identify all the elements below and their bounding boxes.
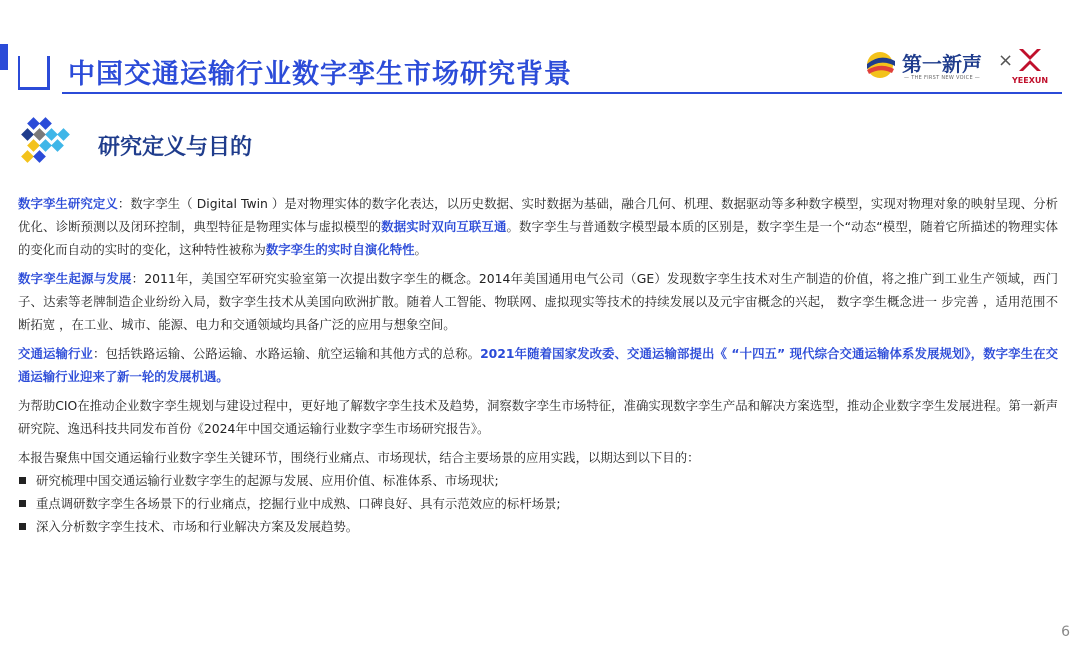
first-new-voice-logo-icon xyxy=(864,50,898,80)
title-underline xyxy=(62,92,1062,94)
transport-paragraph xyxy=(18,342,1058,388)
brand-logo xyxy=(864,46,1064,88)
page-number: 6 xyxy=(1061,624,1070,640)
corner-accent-bar xyxy=(0,44,8,70)
section-heading: 研究定义与目的 xyxy=(98,135,253,160)
definition-highlight-a: 数据实时双向互联互通 xyxy=(381,219,507,234)
origin-text: 2011年，美国空军研究实验室第一次提出数字孪生的概念。2014年美国通用电气公司（GE）发现数字孪生技术对生产制造的价值，将之推广到工业生产领域，西门子、达索等老牌制造企业纷纷入局，数字孪生技术从美国向欧洲扩散。随着人工智能、物联网、虚拟现实等技术的持续发展以及元宇宙概念的兴起， 数字孪生概念进一 步完善 ，适用范围不断拓宽 ，在工业、城市、能源、电力和交通领域均具备广泛的应用与想象空间。 xyxy=(18,271,1059,332)
goals-list xyxy=(18,469,1058,538)
definition-text-a: 数字孪生（ Digital Twin ）是对物理实体的数字化表达，以历史数据、实时数据为基础，融合几何、机理、数据驱动等多种数字模型，实现对物理对象的映射呈现、分析优化、诊断预测以及闭环控制，典型特征是物理实体与虚拟模型的 xyxy=(18,196,1059,234)
logo-english-tagline: — THE FIRST NEW VOICE — xyxy=(904,75,981,81)
label-separator: ： xyxy=(117,196,131,211)
logo-chinese-name: 第一新声 xyxy=(902,52,982,76)
transport-label: 交通运输行业 xyxy=(18,346,93,361)
origin-label: 数字孪生起源与发展 xyxy=(18,271,132,286)
list-item: 深入分析数字孪生技术、市场和行业解决方案及发展趋势。 xyxy=(18,515,1058,538)
body-content xyxy=(18,192,1058,538)
list-item: 重点调研数字孪生各场景下的行业痛点，挖掘行业中成熟、口碑良好、具有示范效应的标杆场景; xyxy=(18,492,1058,515)
label-separator: ： xyxy=(131,271,145,286)
corner-bracket-decoration xyxy=(18,56,50,90)
label-separator: ： xyxy=(92,346,106,361)
report-focus-paragraph: 本报告聚焦中国交通运输行业数字孪生关键环节，围绕行业痛点、市场现状，结合主要场景的应用实践，以期达到以下目的： xyxy=(18,450,700,465)
transport-highlight: 2021年随着国家发改委、交通运输部提出《 “十四五” 现代综合交通运输体系发展规划》，数字孪生在交通运输行业迎来了新一轮的发展机遇。 xyxy=(18,346,1059,384)
definition-highlight-b: 数字孪生的实时自演化特性 xyxy=(265,242,415,257)
page-title: 中国交通运输行业数字孪生市场研究背景 xyxy=(68,59,572,90)
list-item: 研究梳理中国交通运输行业数字孪生的起源与发展、应用价值、标准体系、市场现状; xyxy=(18,469,1058,492)
logo-cross-symbol: × xyxy=(998,50,1014,71)
diamond-cluster-icon xyxy=(16,116,80,176)
purpose-paragraph: 为帮助CIO在推动企业数字孪生规划与建设过程中，更好地了解数字孪生技术及趋势，洞察数字孪生市场特征，准确实现数字孪生产品和解决方案选型，推动企业数字孪生发展进程。第一新声研究院、逸迅科技共同发布首份《2024年中国交通运输行业数字孪生市场研究报告》。 xyxy=(18,398,1058,436)
definition-text-b: 。数字孪生与普通数字模型最本质的区别是，数字孪生是一个“动态“模型，随着它所描述的物理实体的变化而自动的实时的变化，这种特性被称为 xyxy=(18,219,1059,257)
origin-paragraph xyxy=(18,267,1058,336)
transport-text: 包括铁路运输、公路运输、水路运输、航空运输和其他方式的总称。 xyxy=(105,346,481,361)
definition-label: 数字孪生研究定义 xyxy=(18,196,118,211)
definition-paragraph xyxy=(18,192,1058,261)
partner-logo-text: YEEXUN xyxy=(1012,76,1049,85)
definition-text-c: 。 xyxy=(414,242,427,257)
yeexun-logo-icon xyxy=(1016,46,1044,74)
